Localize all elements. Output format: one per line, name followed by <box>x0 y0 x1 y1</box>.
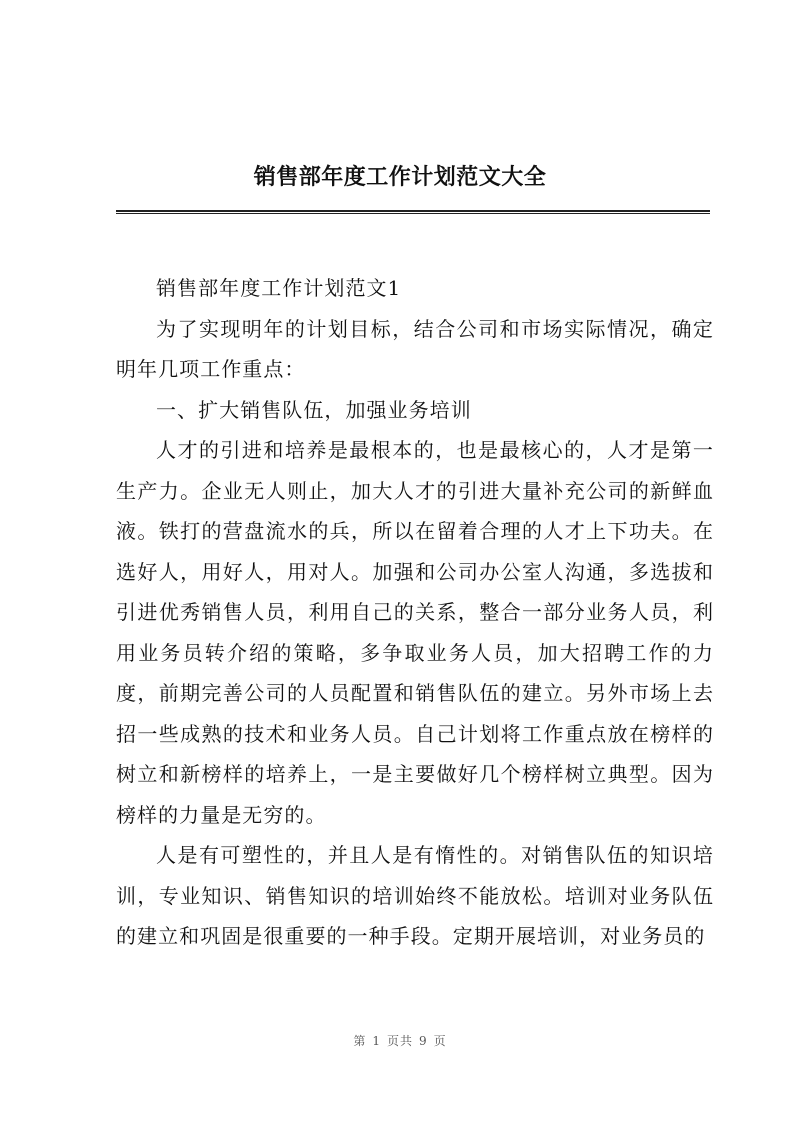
body-paragraph: 为了实现明年的计划目标，结合公司和市场实际情况，确定明年几项工作重点： <box>116 316 714 381</box>
document-body <box>116 268 714 957</box>
section-heading: 销售部年度工作计划范文1 <box>156 276 402 300</box>
page-footer <box>0 1032 800 1049</box>
title-divider <box>116 210 710 214</box>
subsection-heading: 一、扩大销售队伍，加强业务培训 <box>156 397 472 422</box>
footer-prefix: 第 <box>353 1034 367 1048</box>
body-paragraph: 人是有可塑性的，并且人是有惰性的。对销售队伍的知识培训，专业知识、销售知识的培训始终不能放松。培训对业务队伍的建立和巩固是很重要的一种手段。定期开展培训，对业务员的 <box>116 843 714 948</box>
footer-total-pages: 9 <box>419 1034 428 1048</box>
footer-middle: 页共 <box>386 1034 413 1048</box>
body-paragraph: 人才的引进和培养是最根本的，也是最核心的，人才是第一生产力。企业无人则止，加大人才的引进大量补充公司的新鲜血液。铁打的营盘流水的兵，所以在留着合理的人才上下功夫。在选好人，用好人，用对人。加强和公司办公室人沟通，多选拔和引进优秀销售人员，利用自己的关系，整合一部分业务人员，利用业务员转介绍的策略，多争取业务人员，加大招聘工作的力度，前期完善公司的人员配置和销售队伍的建立。另外市场上去招一些成熟的技术和业务人员。自己计划将工作重点放在榜样的树立和新榜样的培养上，一是主要做好几个榜样树立典型。因为榜样的力量是无穷的。 <box>116 438 714 827</box>
footer-current-page: 1 <box>372 1034 381 1048</box>
document-title: 销售部年度工作计划范文大全 <box>253 165 547 190</box>
footer-suffix: 页 <box>433 1034 447 1048</box>
